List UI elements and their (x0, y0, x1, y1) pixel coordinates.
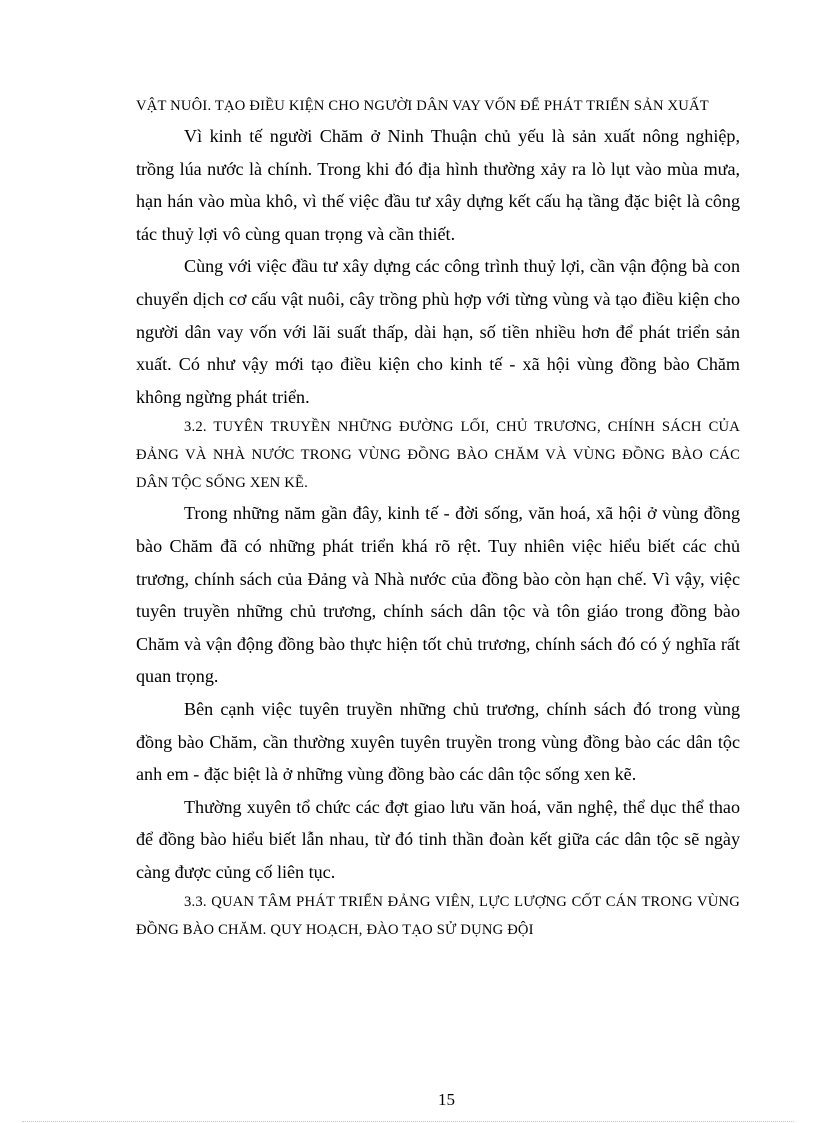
section-heading-3-2: 3.2. TUYÊN TRUYỀN NHỮNG ĐƯỜNG LỐI, CHỦ TRƯƠNG, CHÍNH SÁCH CỦA ĐẢNG VÀ NHÀ NƯỚC TRONG VÙNG ĐỒNG BÀO CHĂM VÀ VÙNG ĐỒNG BÀO CÁC DÂN TỘC SỐNG XEN KẼ. (136, 419, 740, 492)
page-content (136, 92, 740, 944)
section-heading-3-3: 3.3. QUAN TÂM PHÁT TRIỂN ĐẢNG VIÊN, LỰC LƯỢNG CỐT CÁN TRONG VÙNG ĐỒNG BÀO CHĂM. QUY HOẠCH, ĐÀO TẠO SỬ DỤNG ĐỘI (136, 894, 740, 939)
paragraph: Vì kinh tế người Chăm ở Ninh Thuận chủ yếu là sản xuất nông nghiệp, trồng lúa nước là chính. Trong khi đó địa hình thường xảy ra lò lụt vào mùa mưa, hạn hán vào mùa khô, vì thế việc đầu tư xây dựng kết cấu hạ tầng đặc biệt là công tác thuỷ lợi vô cùng quan trọng và cần thiết. (136, 126, 740, 244)
paragraph: Cùng với việc đầu tư xây dựng các công trình thuỷ lợi, cần vận động bà con chuyển dịch cơ cấu vật nuôi, cây trồng phù hợp với từng vùng và tạo điều kiện cho người dân vay vốn với lãi suất thấp, dài hạn, số tiền nhiều hơn để phát triển sản xuất. Có như vậy mới tạo điều kiện cho kinh tế - xã hội vùng đồng bào Chăm không ngừng phát triển. (136, 256, 740, 407)
section-heading-continued: VẬT NUÔI. TẠO ĐIỀU KIỆN CHO NGƯỜI DÂN VAY VỐN ĐỂ PHÁT TRIỂN SẢN XUẤT (136, 98, 709, 114)
footer-divider (22, 1121, 794, 1122)
paragraph: Bên cạnh việc tuyên truyền những chủ trương, chính sách đó trong vùng đồng bào Chăm, cần thường xuyên tuyên truyền trong vùng đồng bào các dân tộc anh em - đặc biệt là ở những vùng đồng bào các dân tộc sống xen kẽ. (136, 698, 740, 785)
paragraph: Thường xuyên tổ chức các đợt giao lưu văn hoá, văn nghệ, thể dục thể thao để đồng bào hiểu biết lẫn nhau, từ đó tinh thần đoàn kết giữa các dân tộc sẽ ngày càng được củng cố liên tục. (136, 796, 740, 882)
page-number: 15 (438, 1090, 455, 1109)
paragraph: Trong những năm gần đây, kinh tế - đời sống, văn hoá, xã hội ở vùng đồng bào Chăm đã có những phát triển khá rõ rệt. Tuy nhiên việc hiểu biết các chủ trương, chính sách của Đảng và Nhà nước của đồng bào còn hạn chế. Vì vậy, việc tuyên truyền những chủ trương, chính sách dân tộc và tôn giáo trong đồng bào Chăm và vận động đồng bào thực hiện tốt chủ trương, chính sách đó có ý nghĩa rất quan trọng. (136, 503, 740, 687)
